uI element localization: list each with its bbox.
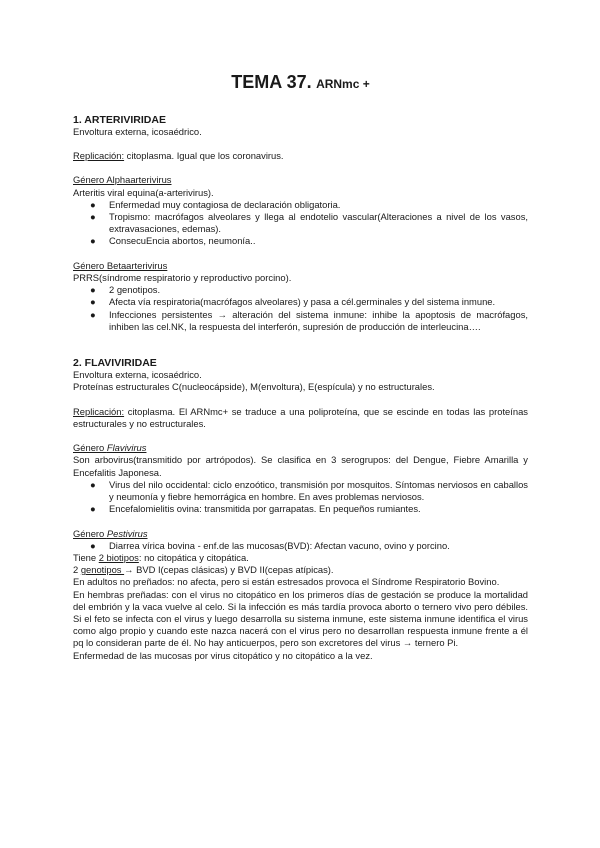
paragraph: PRRS(síndrome respiratorio y reproductivo porcino).	[73, 271, 292, 283]
bullet-icon: ●	[90, 503, 96, 515]
genus-heading-flavivirus: Género Flavivirus	[73, 442, 147, 454]
paragraph: Enfermedad de las mucosas por virus citopático y no citopático a la vez.	[73, 649, 373, 661]
biotipos-paragraph: Tiene 2 biotipos: no citopática y citopática.	[73, 552, 249, 563]
replication-label: Replicación:	[73, 149, 125, 161]
replication-text: citoplasma. El ARNmc+ se traduce a una poliproteína, que se escinde en todas las proteínas estructurales y no estructurales.	[73, 405, 528, 429]
replication-paragraph	[73, 150, 528, 162]
list-item: ● ConsecuEncia abortos, neumonía..	[90, 235, 256, 247]
bullet-list	[73, 199, 528, 248]
paragraph: Envoltura externa, icosaédrico.	[73, 125, 202, 137]
list-item: ● Virus del nilo occidental: ciclo enzoótico, transmisión por mosquitos. Síntomas nerviosos en caballos y neumonía y fiebre hemorrágica en hombre. En aves problemas nerviosos.	[90, 478, 528, 502]
genotipos-paragraph: 2 genotipos → BVD I(cepas clásicas) y BVD II(cepas atípicas).	[73, 564, 334, 576]
title-sub: ARNmc +	[316, 77, 370, 91]
list-item: ● Afecta vía respiratoria(macrófagos alveolares) y pasa a cél.germinales y del sistema inmune.	[90, 296, 496, 308]
paragraph: Son arbovirus(transmitido por artrópodos). Se clasifica en 3 serogrupos: del Dengue, Fiebre Amarilla y Encefalitis Japonesa.	[73, 454, 528, 478]
document-page	[73, 72, 528, 662]
bullet-icon: ●	[90, 539, 96, 551]
list-item: ● Infecciones persistentes → alteración del sistema inmune: inhibe la apoptosis de macrófagos, inhiben las cel.NK, la respuesta del interferón, supresión de producción de interleucina….	[90, 308, 528, 332]
replication-text: citoplasma. Igual que los coronavirus.	[124, 149, 284, 161]
bullet-list	[73, 284, 528, 333]
list-item: ● Enfermedad muy contagiosa de declaración obligatoria.	[90, 198, 341, 210]
bullet-icon: ●	[90, 284, 96, 296]
bullet-icon: ●	[90, 308, 96, 320]
page-title	[73, 72, 528, 94]
paragraph: En adultos no preñados: no afecta, pero si están estresados provoca el Síndrome Respiratorio Bovino.	[73, 576, 500, 588]
list-item: ● Tropismo: macrófagos alveolares y llega al endotelio vascular(Alteraciones a nivel de los vasos, extravasaciones, edemas).	[90, 210, 528, 235]
replication-paragraph	[73, 406, 528, 430]
bullet-icon: ●	[90, 478, 96, 490]
list-item: ● Encefalomielitis ovina: transmitida por garrapatas. En pequeños rumiantes.	[90, 503, 421, 515]
genus-heading-betaarterivirus: Género Betaarterivirus	[73, 259, 168, 271]
title-main: TEMA 37.	[231, 72, 312, 92]
replication-label: Replicación:	[73, 405, 125, 417]
bullet-icon: ●	[90, 198, 96, 210]
list-item: ● Diarrea vírica bovina - enf.de las mucosas(BVD): Afectan vacuno, ovino y porcino.	[90, 539, 450, 551]
paragraph: Arteritis viral equina(a-arterivirus).	[73, 186, 214, 198]
bullet-list	[73, 540, 528, 552]
bullet-icon: ●	[90, 235, 96, 247]
paragraph: Envoltura externa, icosaédrico.	[73, 369, 202, 380]
genus-heading-alphaarterivirus: Género Alphaarterivirus	[73, 174, 172, 186]
paragraph: Proteínas estructurales C(nucleocápside), M(envoltura), E(espícula) y no estructurales.	[73, 381, 435, 393]
section-heading-arteriviridae: 1. ARTERIVIRIDAE	[73, 113, 166, 126]
genus-heading-pestivirus: Género Pestivirus	[73, 527, 148, 539]
list-item: ● 2 genotipos.	[90, 284, 161, 296]
section-heading-flaviviridae: 2. FLAVIVIRIDAE	[73, 357, 157, 369]
paragraph: En hembras preñadas: con el virus no citopático en los primeros días de gestación se produce la mortalidad del embrión y la vaca vuelve al celo. Si la infección es más tardía provoca aborto o ternero vivo pero débiles. Si el feto se infecta con el virus y luego desarrolla su sistema inmune, este sistema inmune identifica el virus como algo propio y cuando este nazca nacerá con el virus pero no desarrollan respuesta inmune frente a él pq lo consideran parte de él. No hay anticuerpos, pero son excretores del virus → ternero Pi.	[73, 588, 528, 649]
bullet-icon: ●	[90, 210, 96, 222]
bullet-list	[73, 479, 528, 516]
bullet-icon: ●	[90, 296, 96, 308]
